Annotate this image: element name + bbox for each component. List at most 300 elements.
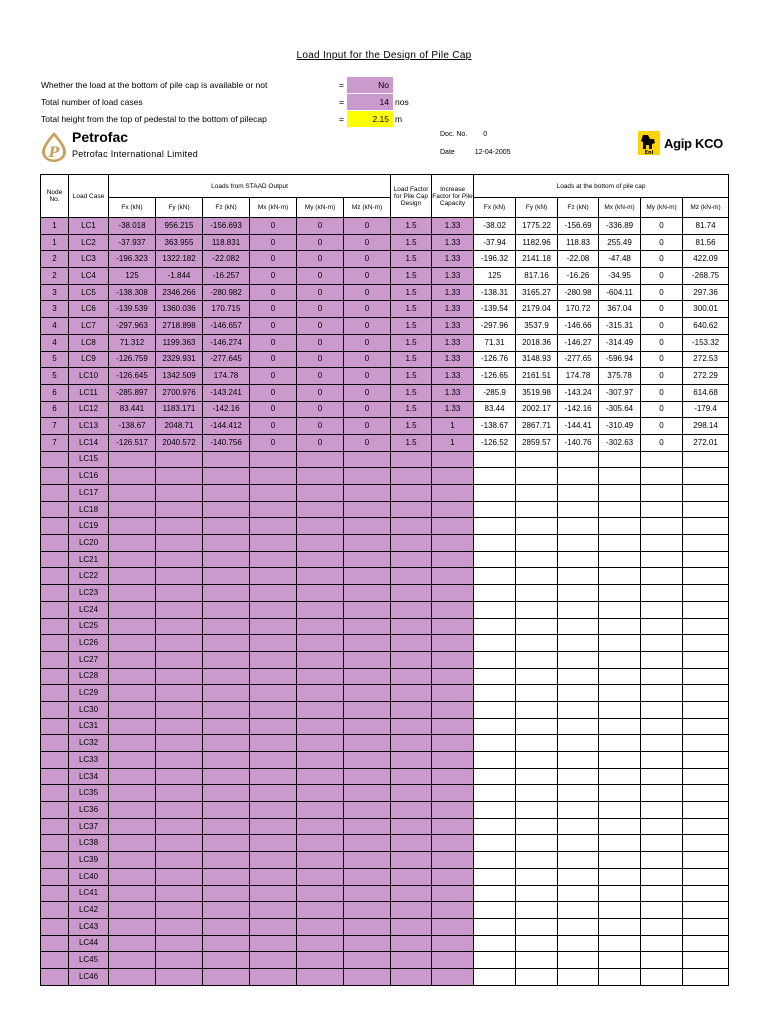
table-cell[interactable] <box>41 701 69 718</box>
table-cell[interactable] <box>344 618 391 635</box>
table-cell[interactable]: LC39 <box>69 852 109 869</box>
table-cell[interactable] <box>250 752 297 769</box>
table-cell[interactable] <box>41 585 69 602</box>
table-cell[interactable] <box>41 918 69 935</box>
table-cell[interactable]: 0 <box>297 401 344 418</box>
table-cell[interactable]: LC17 <box>69 485 109 502</box>
table-cell[interactable]: 1.33 <box>432 284 474 301</box>
table-cell[interactable]: -138.67 <box>109 418 156 435</box>
table-cell[interactable] <box>297 551 344 568</box>
table-cell[interactable] <box>432 835 474 852</box>
table-cell[interactable] <box>203 735 250 752</box>
table-cell[interactable] <box>297 568 344 585</box>
table-cell[interactable]: LC10 <box>69 368 109 385</box>
table-cell[interactable] <box>250 902 297 919</box>
table-cell[interactable] <box>250 718 297 735</box>
table-cell[interactable]: 0 <box>297 384 344 401</box>
table-cell[interactable]: 0 <box>297 368 344 385</box>
table-cell[interactable]: 1.5 <box>391 284 432 301</box>
table-cell[interactable]: 2 <box>41 251 69 268</box>
table-cell[interactable] <box>391 835 432 852</box>
table-cell[interactable]: 3 <box>41 284 69 301</box>
table-cell[interactable] <box>432 802 474 819</box>
table-cell[interactable] <box>344 585 391 602</box>
table-cell[interactable] <box>344 635 391 652</box>
table-cell[interactable] <box>250 852 297 869</box>
table-cell[interactable]: 0 <box>250 334 297 351</box>
table-cell[interactable]: -22.082 <box>203 251 250 268</box>
table-cell[interactable] <box>344 802 391 819</box>
table-cell[interactable] <box>41 935 69 952</box>
table-cell[interactable]: 1.33 <box>432 268 474 285</box>
table-cell[interactable] <box>250 918 297 935</box>
table-cell[interactable]: LC46 <box>69 968 109 985</box>
table-cell[interactable] <box>41 468 69 485</box>
table-cell[interactable] <box>203 852 250 869</box>
table-cell[interactable] <box>109 535 156 552</box>
table-cell[interactable] <box>109 651 156 668</box>
table-cell[interactable] <box>391 902 432 919</box>
table-cell[interactable] <box>344 651 391 668</box>
table-cell[interactable] <box>250 618 297 635</box>
table-cell[interactable] <box>156 918 203 935</box>
table-cell[interactable] <box>41 618 69 635</box>
table-cell[interactable]: LC8 <box>69 334 109 351</box>
table-cell[interactable] <box>156 818 203 835</box>
table-cell[interactable] <box>156 635 203 652</box>
table-cell[interactable] <box>41 735 69 752</box>
table-cell[interactable]: 1.5 <box>391 418 432 435</box>
table-cell[interactable] <box>391 802 432 819</box>
table-cell[interactable]: 0 <box>297 218 344 235</box>
table-cell[interactable]: LC29 <box>69 685 109 702</box>
table-cell[interactable] <box>432 768 474 785</box>
height-input[interactable]: 2.15 <box>347 111 393 127</box>
table-cell[interactable] <box>250 802 297 819</box>
table-cell[interactable]: 1.5 <box>391 368 432 385</box>
table-cell[interactable]: 170.715 <box>203 301 250 318</box>
table-cell[interactable] <box>41 635 69 652</box>
table-cell[interactable]: LC9 <box>69 351 109 368</box>
table-cell[interactable] <box>109 635 156 652</box>
table-cell[interactable]: 2 <box>41 268 69 285</box>
table-cell[interactable] <box>391 585 432 602</box>
table-cell[interactable] <box>41 802 69 819</box>
table-cell[interactable] <box>203 501 250 518</box>
table-cell[interactable] <box>391 568 432 585</box>
table-cell[interactable] <box>250 935 297 952</box>
table-cell[interactable] <box>344 735 391 752</box>
table-cell[interactable]: 1.33 <box>432 318 474 335</box>
table-cell[interactable] <box>344 501 391 518</box>
table-cell[interactable] <box>297 585 344 602</box>
table-cell[interactable]: -38.018 <box>109 218 156 235</box>
table-cell[interactable]: 6 <box>41 401 69 418</box>
table-cell[interactable] <box>250 468 297 485</box>
table-cell[interactable]: LC18 <box>69 501 109 518</box>
table-cell[interactable] <box>344 852 391 869</box>
table-cell[interactable]: LC40 <box>69 868 109 885</box>
table-cell[interactable] <box>109 685 156 702</box>
table-cell[interactable] <box>156 968 203 985</box>
table-cell[interactable] <box>203 818 250 835</box>
table-cell[interactable] <box>203 701 250 718</box>
table-cell[interactable]: 2329.931 <box>156 351 203 368</box>
table-cell[interactable]: -1.844 <box>156 268 203 285</box>
table-cell[interactable] <box>432 551 474 568</box>
table-cell[interactable] <box>344 535 391 552</box>
table-cell[interactable] <box>391 668 432 685</box>
table-cell[interactable] <box>41 668 69 685</box>
table-cell[interactable] <box>391 918 432 935</box>
table-cell[interactable] <box>297 868 344 885</box>
table-cell[interactable] <box>297 668 344 685</box>
table-cell[interactable] <box>391 535 432 552</box>
table-cell[interactable]: 1 <box>41 234 69 251</box>
table-cell[interactable] <box>41 885 69 902</box>
table-cell[interactable]: -138.308 <box>109 284 156 301</box>
table-cell[interactable] <box>250 485 297 502</box>
table-cell[interactable] <box>109 868 156 885</box>
table-cell[interactable] <box>391 718 432 735</box>
table-cell[interactable]: LC34 <box>69 768 109 785</box>
table-cell[interactable] <box>297 618 344 635</box>
table-cell[interactable] <box>432 601 474 618</box>
table-cell[interactable]: 2048.71 <box>156 418 203 435</box>
table-cell[interactable]: -156.693 <box>203 218 250 235</box>
table-cell[interactable] <box>41 902 69 919</box>
table-cell[interactable] <box>250 952 297 969</box>
table-cell[interactable] <box>432 568 474 585</box>
table-cell[interactable] <box>109 451 156 468</box>
table-cell[interactable] <box>156 601 203 618</box>
table-cell[interactable] <box>344 902 391 919</box>
table-cell[interactable]: 0 <box>344 318 391 335</box>
table-cell[interactable]: 0 <box>297 418 344 435</box>
table-cell[interactable]: 4 <box>41 318 69 335</box>
table-cell[interactable] <box>432 918 474 935</box>
table-cell[interactable]: 6 <box>41 384 69 401</box>
table-cell[interactable] <box>250 601 297 618</box>
table-cell[interactable] <box>41 501 69 518</box>
table-cell[interactable] <box>432 952 474 969</box>
table-cell[interactable] <box>344 518 391 535</box>
table-cell[interactable]: 1.5 <box>391 234 432 251</box>
table-cell[interactable]: 5 <box>41 351 69 368</box>
table-cell[interactable]: 1.33 <box>432 234 474 251</box>
table-cell[interactable] <box>156 752 203 769</box>
table-cell[interactable]: LC5 <box>69 284 109 301</box>
table-cell[interactable] <box>391 618 432 635</box>
table-cell[interactable]: LC27 <box>69 651 109 668</box>
table-cell[interactable]: 2700.976 <box>156 384 203 401</box>
table-cell[interactable] <box>109 518 156 535</box>
table-cell[interactable] <box>156 468 203 485</box>
table-cell[interactable] <box>297 601 344 618</box>
table-cell[interactable] <box>203 568 250 585</box>
table-cell[interactable] <box>203 785 250 802</box>
table-cell[interactable]: LC36 <box>69 802 109 819</box>
table-cell[interactable] <box>297 818 344 835</box>
table-cell[interactable]: 0 <box>250 434 297 451</box>
table-cell[interactable]: 2718.898 <box>156 318 203 335</box>
table-cell[interactable] <box>391 935 432 952</box>
table-cell[interactable]: 0 <box>344 368 391 385</box>
table-cell[interactable] <box>432 518 474 535</box>
table-cell[interactable] <box>203 485 250 502</box>
table-cell[interactable]: LC14 <box>69 434 109 451</box>
table-cell[interactable] <box>203 935 250 952</box>
table-cell[interactable] <box>432 618 474 635</box>
table-cell[interactable] <box>156 518 203 535</box>
table-cell[interactable] <box>203 601 250 618</box>
table-cell[interactable] <box>432 818 474 835</box>
table-cell[interactable] <box>41 518 69 535</box>
table-cell[interactable] <box>432 718 474 735</box>
table-cell[interactable] <box>109 935 156 952</box>
table-cell[interactable]: 1.5 <box>391 268 432 285</box>
table-cell[interactable] <box>156 852 203 869</box>
table-cell[interactable]: LC20 <box>69 535 109 552</box>
table-cell[interactable]: LC41 <box>69 885 109 902</box>
table-cell[interactable] <box>391 451 432 468</box>
table-cell[interactable] <box>432 868 474 885</box>
table-cell[interactable] <box>109 468 156 485</box>
table-cell[interactable]: 2346.266 <box>156 284 203 301</box>
table-cell[interactable]: -126.759 <box>109 351 156 368</box>
table-cell[interactable] <box>297 701 344 718</box>
table-cell[interactable] <box>391 518 432 535</box>
table-cell[interactable]: 1 <box>41 218 69 235</box>
table-cell[interactable] <box>109 668 156 685</box>
table-cell[interactable]: 0 <box>297 351 344 368</box>
table-cell[interactable]: 5 <box>41 368 69 385</box>
table-cell[interactable]: 1.5 <box>391 334 432 351</box>
table-cell[interactable]: -139.539 <box>109 301 156 318</box>
table-cell[interactable] <box>344 701 391 718</box>
table-cell[interactable] <box>432 651 474 668</box>
table-cell[interactable] <box>41 752 69 769</box>
table-cell[interactable] <box>297 885 344 902</box>
table-cell[interactable]: 0 <box>250 368 297 385</box>
table-cell[interactable] <box>391 701 432 718</box>
table-cell[interactable] <box>344 918 391 935</box>
table-cell[interactable] <box>109 501 156 518</box>
table-cell[interactable] <box>432 635 474 652</box>
table-cell[interactable] <box>109 835 156 852</box>
table-cell[interactable] <box>344 968 391 985</box>
table-cell[interactable] <box>344 785 391 802</box>
table-cell[interactable] <box>391 818 432 835</box>
table-cell[interactable] <box>250 585 297 602</box>
table-cell[interactable] <box>391 885 432 902</box>
table-cell[interactable] <box>344 668 391 685</box>
table-cell[interactable]: LC11 <box>69 384 109 401</box>
table-cell[interactable]: LC32 <box>69 735 109 752</box>
table-cell[interactable] <box>41 968 69 985</box>
table-cell[interactable]: 0 <box>344 401 391 418</box>
table-cell[interactable] <box>41 551 69 568</box>
table-cell[interactable] <box>109 568 156 585</box>
table-cell[interactable]: 1.33 <box>432 351 474 368</box>
table-cell[interactable]: 71.312 <box>109 334 156 351</box>
table-cell[interactable] <box>156 785 203 802</box>
table-cell[interactable] <box>41 451 69 468</box>
table-cell[interactable] <box>250 535 297 552</box>
table-cell[interactable]: 0 <box>250 218 297 235</box>
table-cell[interactable] <box>432 501 474 518</box>
table-cell[interactable]: LC25 <box>69 618 109 635</box>
table-cell[interactable] <box>391 651 432 668</box>
table-cell[interactable] <box>203 752 250 769</box>
table-cell[interactable] <box>250 635 297 652</box>
table-cell[interactable]: 0 <box>344 251 391 268</box>
table-cell[interactable] <box>297 735 344 752</box>
table-cell[interactable] <box>156 718 203 735</box>
table-cell[interactable]: 1.33 <box>432 218 474 235</box>
table-cell[interactable] <box>432 785 474 802</box>
table-cell[interactable] <box>297 935 344 952</box>
load-available-input[interactable]: No <box>347 77 393 93</box>
table-cell[interactable] <box>432 735 474 752</box>
table-cell[interactable]: LC15 <box>69 451 109 468</box>
table-cell[interactable]: LC44 <box>69 935 109 952</box>
table-cell[interactable]: 1.5 <box>391 384 432 401</box>
table-cell[interactable] <box>109 802 156 819</box>
table-cell[interactable]: 1.5 <box>391 401 432 418</box>
table-cell[interactable]: LC13 <box>69 418 109 435</box>
table-cell[interactable] <box>156 835 203 852</box>
table-cell[interactable]: 2040.572 <box>156 434 203 451</box>
table-cell[interactable]: -297.963 <box>109 318 156 335</box>
table-cell[interactable] <box>156 568 203 585</box>
table-cell[interactable]: 0 <box>250 234 297 251</box>
table-cell[interactable] <box>203 802 250 819</box>
table-cell[interactable]: 1.33 <box>432 334 474 351</box>
table-cell[interactable]: LC37 <box>69 818 109 835</box>
table-cell[interactable] <box>156 668 203 685</box>
table-cell[interactable]: LC12 <box>69 401 109 418</box>
table-cell[interactable] <box>297 485 344 502</box>
table-cell[interactable] <box>297 535 344 552</box>
table-cell[interactable] <box>391 551 432 568</box>
table-cell[interactable] <box>344 768 391 785</box>
table-cell[interactable]: 1.5 <box>391 251 432 268</box>
table-cell[interactable]: 1.5 <box>391 351 432 368</box>
table-cell[interactable]: 1.33 <box>432 301 474 318</box>
table-cell[interactable] <box>432 468 474 485</box>
table-cell[interactable]: LC38 <box>69 835 109 852</box>
table-cell[interactable]: 0 <box>250 418 297 435</box>
table-cell[interactable]: LC43 <box>69 918 109 935</box>
table-cell[interactable] <box>297 768 344 785</box>
table-cell[interactable]: 1360.036 <box>156 301 203 318</box>
table-cell[interactable]: 1.5 <box>391 434 432 451</box>
table-cell[interactable] <box>109 752 156 769</box>
table-cell[interactable] <box>41 718 69 735</box>
table-cell[interactable]: 0 <box>297 268 344 285</box>
table-cell[interactable] <box>41 868 69 885</box>
table-cell[interactable]: 956.215 <box>156 218 203 235</box>
table-cell[interactable] <box>432 535 474 552</box>
table-cell[interactable] <box>203 551 250 568</box>
table-cell[interactable] <box>391 735 432 752</box>
table-cell[interactable]: 1342.509 <box>156 368 203 385</box>
table-cell[interactable] <box>203 535 250 552</box>
table-cell[interactable] <box>250 785 297 802</box>
table-cell[interactable] <box>41 685 69 702</box>
table-cell[interactable] <box>109 551 156 568</box>
table-cell[interactable] <box>109 768 156 785</box>
table-cell[interactable] <box>109 918 156 935</box>
table-cell[interactable]: 1199.363 <box>156 334 203 351</box>
table-cell[interactable]: LC31 <box>69 718 109 735</box>
table-cell[interactable] <box>391 468 432 485</box>
table-cell[interactable] <box>344 952 391 969</box>
table-cell[interactable]: 1322.182 <box>156 251 203 268</box>
table-cell[interactable] <box>250 885 297 902</box>
table-cell[interactable] <box>41 852 69 869</box>
table-cell[interactable]: -37.937 <box>109 234 156 251</box>
table-cell[interactable]: 0 <box>250 351 297 368</box>
table-cell[interactable]: LC45 <box>69 952 109 969</box>
table-cell[interactable]: LC24 <box>69 601 109 618</box>
table-cell[interactable]: LC26 <box>69 635 109 652</box>
table-cell[interactable]: 7 <box>41 434 69 451</box>
table-cell[interactable]: 1.5 <box>391 218 432 235</box>
table-cell[interactable]: -16.257 <box>203 268 250 285</box>
table-cell[interactable] <box>41 535 69 552</box>
table-cell[interactable]: 0 <box>250 318 297 335</box>
table-cell[interactable]: -142.16 <box>203 401 250 418</box>
table-cell[interactable] <box>391 952 432 969</box>
table-cell[interactable]: LC22 <box>69 568 109 585</box>
table-cell[interactable]: 0 <box>297 284 344 301</box>
table-cell[interactable]: 0 <box>344 434 391 451</box>
table-cell[interactable]: 83.441 <box>109 401 156 418</box>
table-cell[interactable]: -140.756 <box>203 434 250 451</box>
table-cell[interactable]: LC2 <box>69 234 109 251</box>
table-cell[interactable] <box>156 485 203 502</box>
table-cell[interactable] <box>432 585 474 602</box>
table-cell[interactable]: LC35 <box>69 785 109 802</box>
table-cell[interactable]: 1.33 <box>432 251 474 268</box>
table-cell[interactable] <box>391 685 432 702</box>
table-cell[interactable] <box>156 735 203 752</box>
table-cell[interactable]: LC1 <box>69 218 109 235</box>
table-cell[interactable] <box>297 501 344 518</box>
table-cell[interactable] <box>344 885 391 902</box>
table-cell[interactable]: 1183.171 <box>156 401 203 418</box>
table-cell[interactable] <box>344 868 391 885</box>
table-cell[interactable] <box>391 968 432 985</box>
table-cell[interactable] <box>41 601 69 618</box>
table-cell[interactable] <box>297 968 344 985</box>
table-cell[interactable]: LC3 <box>69 251 109 268</box>
table-cell[interactable] <box>432 935 474 952</box>
table-cell[interactable] <box>203 585 250 602</box>
table-cell[interactable] <box>250 451 297 468</box>
table-cell[interactable] <box>297 685 344 702</box>
table-cell[interactable] <box>432 968 474 985</box>
table-cell[interactable] <box>156 451 203 468</box>
table-cell[interactable]: 3 <box>41 301 69 318</box>
table-cell[interactable]: -196.323 <box>109 251 156 268</box>
table-cell[interactable] <box>432 752 474 769</box>
table-cell[interactable] <box>432 668 474 685</box>
table-cell[interactable] <box>203 651 250 668</box>
table-cell[interactable] <box>250 501 297 518</box>
